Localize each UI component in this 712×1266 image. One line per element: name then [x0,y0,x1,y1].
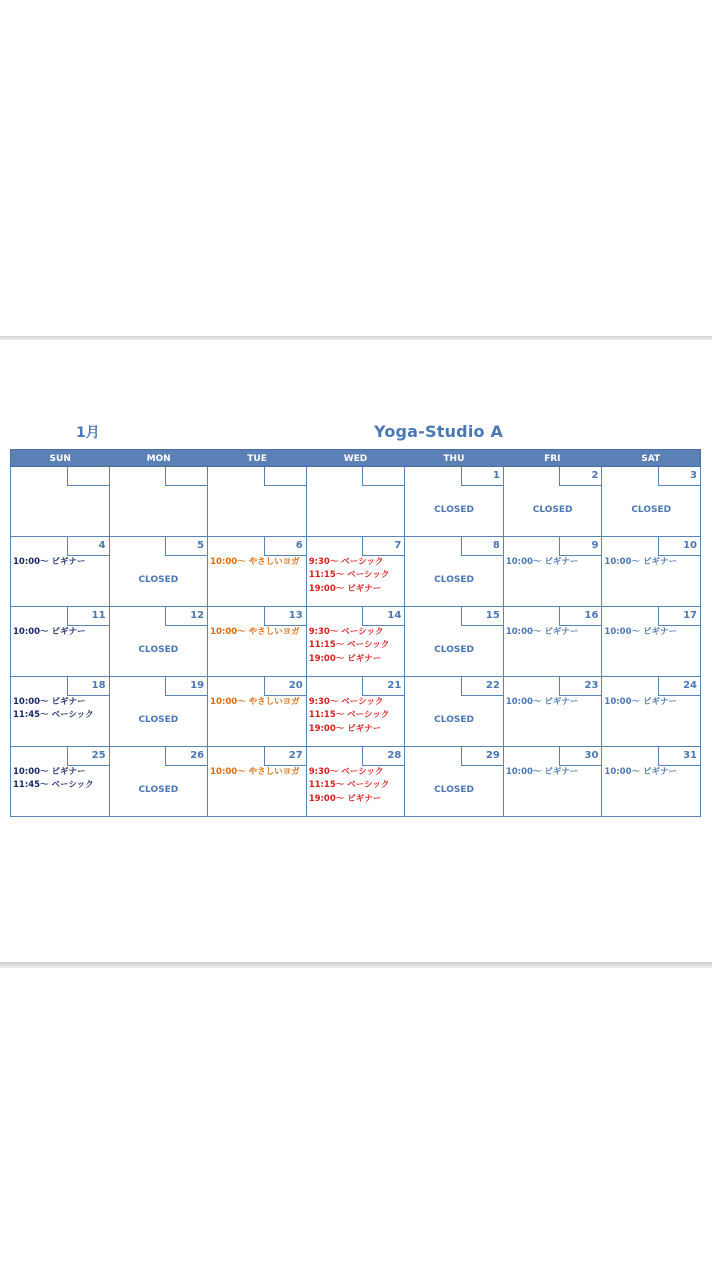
class-entry: 19:00～ ビギナー [308,653,382,664]
weekday-fri: FRI [544,454,561,464]
calendar-day-cell [405,747,504,817]
class-schedule [604,766,677,779]
day-number: 20 [264,677,306,696]
class-schedule [506,766,579,779]
class-schedule [13,696,94,723]
day-number: 15 [461,607,503,626]
closed-label: CLOSED [434,715,474,725]
closed-label: CLOSED [434,785,474,795]
day-number: 28 [362,747,404,766]
class-entry: 10:00～ ビギナー [505,767,579,777]
calendar-day-cell [11,537,110,607]
class-schedule [13,766,94,793]
class-entry: 9:30～ ベーシック [308,767,384,777]
calendar-day-cell [208,537,307,607]
class-entry: 10:00～ ビギナー [604,627,677,637]
class-schedule [309,766,390,806]
class-schedule [13,626,86,639]
class-entry: 19:00～ ビギナー [308,723,382,734]
closed-label: CLOSED [138,645,179,655]
class-entry: 19:00～ ビギナー [308,583,382,594]
class-entry: 11:15～ ベーシック [308,780,390,791]
calendar-day-cell [405,677,504,747]
calendar-day-cell [504,747,603,817]
calendar-day-cell [307,747,406,817]
class-entry: 11:45～ ベーシック [13,710,94,721]
calendar-day-cell [504,467,603,537]
class-entry: 11:45～ ベーシック [13,780,94,791]
day-number: 18 [67,677,109,696]
class-entry: 10:00～ やさしいヨガ [210,627,300,637]
calendar-day-cell [405,467,504,537]
calendar-day-cell [307,467,406,537]
weekday-wed: WED [343,454,368,464]
day-number: 4 [67,537,109,556]
closed-label: CLOSED [138,785,179,795]
weekday-thu: THU [443,454,465,464]
day-number: 27 [264,747,306,766]
weekday-sun: SUN [49,454,71,464]
closed-label: CLOSED [434,575,474,585]
class-entry: 10:00～ ビギナー [604,767,677,777]
class-schedule [309,696,390,736]
calendar-day-cell [307,537,406,607]
class-entry: 9:30～ ベーシック [308,697,384,707]
class-schedule [506,626,579,639]
day-number: 7 [362,537,404,556]
day-number: 1 [461,467,503,486]
calendar-day-cell [208,747,307,817]
class-entry: 10:00～ ビギナー [604,697,677,707]
calendar-day-cell [110,747,209,817]
month-title: 1月 [76,425,100,441]
top-divider [0,336,712,340]
calendar-day-cell [405,537,504,607]
calendar-day-cell [208,467,307,537]
calendar-day-cell [11,467,110,537]
day-number: 10 [658,537,700,556]
calendar-day-cell [110,537,209,607]
class-entry: 10:00～ やさしいヨガ [210,767,300,777]
weekday-tue: TUE [247,454,267,464]
class-entry: 10:00～ ビギナー [604,557,677,567]
calendar-day-cell [110,607,209,677]
day-number [165,467,207,486]
class-entry: 10:00～ ビギナー [13,767,86,777]
class-entry: 11:15～ ベーシック [308,570,390,581]
closed-label: CLOSED [138,715,179,725]
class-schedule [604,626,677,639]
day-number: 13 [264,607,306,626]
weekday-header [10,449,701,467]
class-entry: 10:00～ ビギナー [13,557,86,567]
closed-label: CLOSED [631,505,672,515]
day-number: 6 [264,537,306,556]
class-entry: 10:00～ ビギナー [13,697,86,707]
class-schedule [506,696,579,709]
class-schedule [13,556,86,569]
calendar-grid [10,467,701,817]
class-schedule [604,556,677,569]
class-schedule [210,626,300,639]
day-number: 31 [658,747,700,766]
class-entry: 10:00～ ビギナー [13,627,86,637]
weekday-mon: MON [146,454,171,464]
day-number: 22 [461,677,503,696]
class-entry: 10:00～ ビギナー [505,627,579,637]
day-number [67,467,109,486]
class-entry: 19:00～ ビギナー [308,793,382,804]
calendar-day-cell [11,747,110,817]
closed-label: CLOSED [138,575,179,585]
studio-title: Yoga-Studio A [374,422,504,441]
class-entry: 11:15～ ベーシック [308,710,390,721]
class-entry: 10:00～ やさしいヨガ [210,697,300,707]
calendar-day-cell [405,607,504,677]
day-number: 11 [67,607,109,626]
closed-label: CLOSED [434,645,474,655]
class-entry: 10:00～ やさしいヨガ [210,557,300,567]
calendar-day-cell [110,677,209,747]
day-number: 3 [658,467,700,486]
calendar-day-cell [504,537,603,607]
calendar-day-cell [602,747,701,817]
day-number [264,467,306,486]
class-schedule [309,626,390,666]
day-number: 8 [461,537,503,556]
calendar-day-cell [208,677,307,747]
calendar-day-cell [602,677,701,747]
calendar-day-cell [504,677,603,747]
day-number: 5 [165,537,207,556]
calendar-day-cell [307,607,406,677]
day-number: 25 [67,747,109,766]
day-number: 14 [362,607,404,626]
day-number: 29 [461,747,503,766]
day-number: 30 [559,747,601,766]
class-schedule [210,696,300,709]
day-number: 21 [362,677,404,696]
class-entry: 10:00～ ビギナー [505,697,579,707]
day-number: 17 [658,607,700,626]
calendar-day-cell [602,467,701,537]
day-number: 26 [165,747,207,766]
class-entry: 10:00～ ビギナー [505,557,579,567]
day-number: 23 [559,677,601,696]
class-schedule [506,556,579,569]
class-entry: 9:30～ ベーシック [308,557,384,567]
class-schedule [210,766,300,779]
day-number: 24 [658,677,700,696]
class-entry: 11:15～ ベーシック [308,640,390,651]
class-schedule [309,556,390,596]
weekday-sat: SAT [641,454,661,464]
calendar-day-cell [110,467,209,537]
day-number: 9 [559,537,601,556]
day-number [362,467,404,486]
calendar-day-cell [11,607,110,677]
calendar-day-cell [602,607,701,677]
class-entry: 9:30～ ベーシック [308,627,384,637]
day-number: 12 [165,607,207,626]
class-schedule [604,696,677,709]
calendar-day-cell [11,677,110,747]
calendar-day-cell [504,607,603,677]
calendar-day-cell [602,537,701,607]
calendar [10,449,701,817]
class-schedule [210,556,300,569]
day-number: 19 [165,677,207,696]
calendar-day-cell [307,677,406,747]
day-number: 16 [559,607,601,626]
calendar-day-cell [208,607,307,677]
closed-label: CLOSED [434,505,474,515]
closed-label: CLOSED [532,505,573,515]
day-number: 2 [559,467,601,486]
bottom-divider [0,962,712,968]
